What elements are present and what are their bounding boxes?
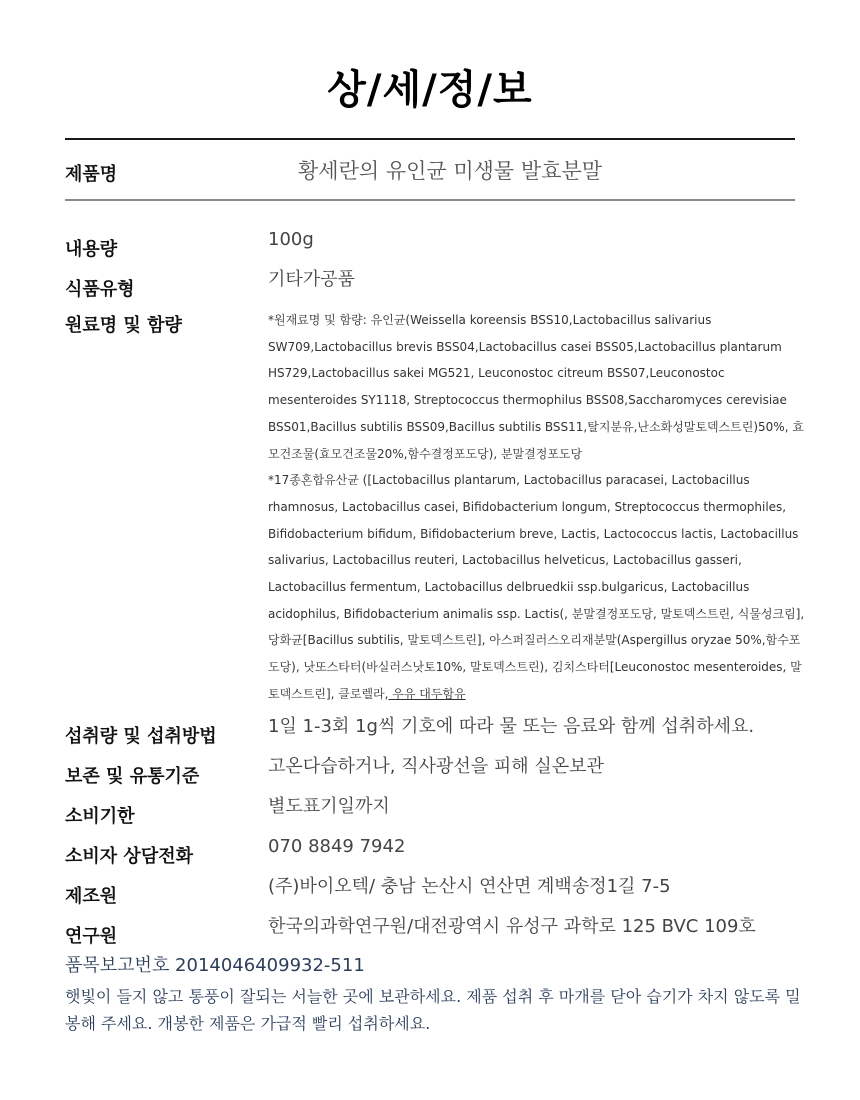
spec-row-volume	[65, 225, 805, 265]
spec-value: 별도표기일까지	[268, 795, 390, 817]
spec-label: 소비기한	[65, 805, 135, 827]
spec-label: 식품유형	[65, 279, 135, 300]
product-name-row	[65, 155, 795, 189]
storage-notice: 햇빛이 들지 않고 통풍이 잘되는 서늘한 곳에 보관하세요. 제품 섭취 후 마개를 닫아 습기가 차지 않도록 밀봉해 주세요. 개봉한 제품은 가급적 빨리 섭취하세요.	[65, 987, 801, 1033]
spec-row-research	[65, 912, 805, 952]
spec-label: 섭취량 및 섭취방법	[65, 725, 217, 747]
spec-value: 기타가공품	[268, 269, 355, 290]
spec-row-expiry	[65, 792, 805, 832]
spec-label: 보존 및 유통기준	[65, 765, 200, 787]
spec-value: (주)바이오텍/ 충남 논산시 연산면 계백송정1길 7-5	[268, 875, 671, 897]
product-name-label: 제품명	[65, 164, 118, 185]
spec-label: 연구원	[65, 925, 118, 947]
spec-row-intake	[65, 712, 805, 752]
spec-row-phone	[65, 832, 805, 872]
spec-label: 소비자 상담전화	[65, 845, 193, 867]
ingredients-text-span: *17종혼합유산균 ([Lactobacillus plantarum, Lactobacillus paracasei, Lactobacillus rhamnosus, Lactobacillus casei, Bifidobacterium longum, Streptococcus thermophiles, Bifidobacterium bifidum, Bifidobacterium breve, Lactis, Lactococcus lactis, Lactobacillus salivarius, Lactobacillus reuteri, Lactobacillus helveticus, Lactobacillus gasseri, Lactobacillus fermentum, Lactobacillus delbruedkii ssp.bulgaricus, Lactobacillus acidophilus, Bifidobacterium animalis ssp. Lactis(, 분말결정포도당, 말토덱스트린, 식물성크림], 당화균[Bacillus subtilis, 말토덱스트린], 아스퍼질러스오리재분말(Aspergillus oryzae 50%,함수포도당), 낫또스타터(바실러스낫토10%, 말토덱스트린), 김치스타터[Leuconostoc mesenteroides, 말토덱스트린], 클로렐라,	[268, 473, 805, 701]
spec-label: 제조원	[65, 885, 118, 907]
ingredients-text	[268, 305, 805, 708]
spec-label: 원료명 및 함량	[65, 315, 182, 336]
footer-notice	[65, 953, 815, 1037]
spec-row-storage	[65, 752, 805, 792]
ingredients-paragraph	[268, 467, 805, 707]
spec-row-manufacturer	[65, 872, 805, 912]
spec-value: 100g	[268, 229, 314, 250]
spec-value: 고온다습하거나, 직사광선을 피해 실온보관	[268, 755, 604, 777]
spec-value: 070 8849 7942	[268, 835, 406, 857]
divider-bottom	[65, 199, 795, 201]
allergen-notice: 우유 대두함유	[388, 686, 466, 701]
spec-row-ingredients	[65, 305, 805, 708]
page-title: 상/세/정/보	[327, 67, 533, 113]
spec-value: 1일 1-3회 1g씩 기호에 따라 물 또는 음료와 함께 섭취하세요.	[268, 715, 755, 737]
divider-top	[65, 138, 795, 140]
report-number: 품목보고번호 2014046409932-511	[65, 955, 365, 976]
product-name-value: 황세란의 유인균 미생물 발효분말	[298, 159, 603, 183]
spec-value: 한국의과학연구원/대전광역시 유성구 과학로 125 BVC 109호	[268, 915, 756, 937]
spec-label: 내용량	[65, 239, 118, 260]
ingredients-paragraph: *원재료명 및 함량: 유인균(Weissella koreensis BSS10,Lactobacillus salivarius SW709,Lactobacillus brevis BSS04,Lactobacillus casei BSS05,Lactobacillus plantarum HS729,Lactobacillus sakei MG521, Leuconostoc citreum BSS07,Leuconostoc mesenteroides SY1118, Streptococcus thermophilus BSS08,Saccharomyces cerevisiae BSS01,Bacillus subtilis BSS09,Bacillus subtilis BSS11,탈지분유,난소화성말토덱스트린)50%, 효모건조물(효모건조물20%,함수결정포도당), 분말결정포도당	[268, 313, 804, 461]
spec-table	[65, 225, 805, 952]
spec-row-food-type	[65, 265, 805, 305]
